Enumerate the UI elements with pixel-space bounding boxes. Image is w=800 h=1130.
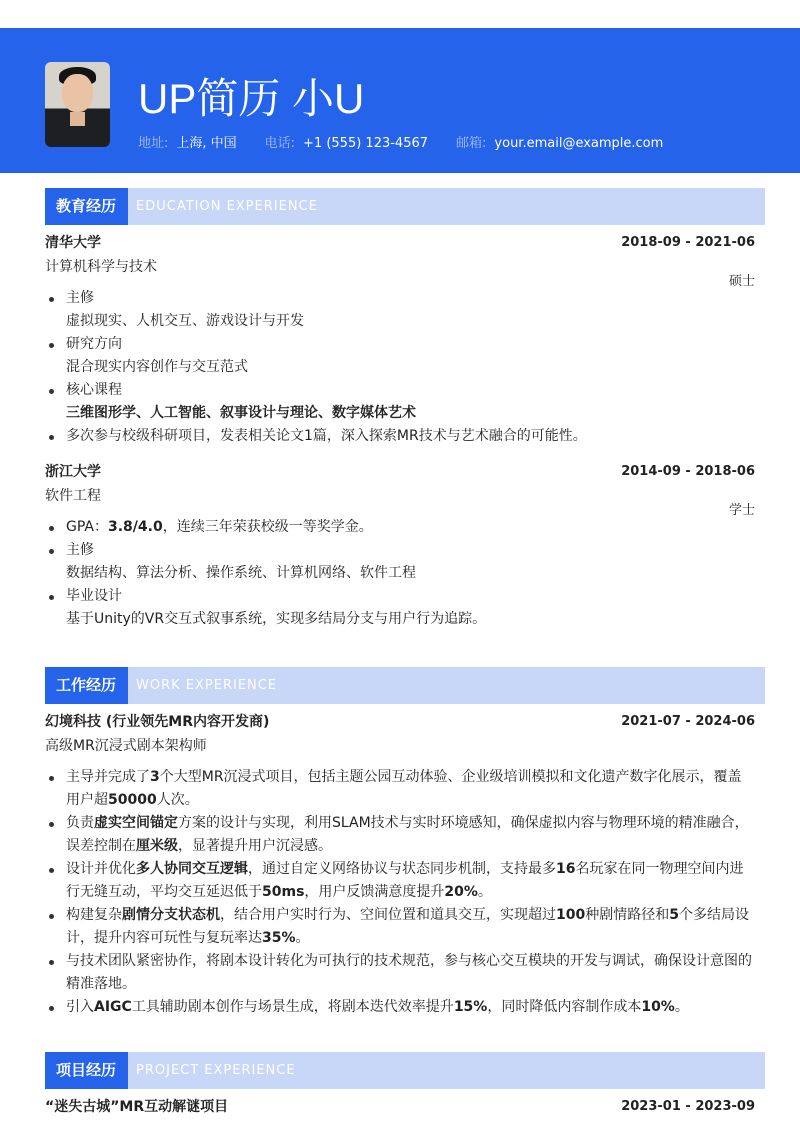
bullet-text: 研究方向 (66, 336, 122, 352)
bullet-text: 混合现实内容创作与交互范式 (66, 359, 248, 375)
highlight-text: 3 (150, 769, 160, 785)
entry-subtitle: 软件工程 (45, 488, 101, 504)
bullet-text: 引入 (66, 999, 94, 1015)
bullet-item (45, 333, 755, 379)
bullet-item (45, 379, 755, 425)
bullet-text: 名玩家在同一物理空间内进行无缝互动，平均交互延迟低于 (66, 861, 744, 900)
bullet-text: 主导并完成了 (66, 769, 150, 785)
bullet-line (66, 402, 755, 425)
highlight-text: 厘米级 (136, 838, 178, 854)
entry-date: 2018-09 - 2021-06 (621, 235, 755, 250)
bullet-item (45, 812, 755, 858)
highlight-text: 20% (444, 884, 478, 900)
highlight-text: 3.8/4.0 (107, 519, 163, 535)
education-entry (45, 231, 755, 448)
bullet-text: 虚拟现实、人机交互、游戏设计与开发 (66, 313, 304, 329)
address-label: 地址: (138, 136, 169, 151)
section-subtitle: PROJECT EXPERIENCE (136, 1063, 296, 1078)
section-work (45, 667, 765, 704)
project-entry (45, 1095, 755, 1119)
address-value: 上海, 中国 (176, 136, 237, 151)
bullet-line (66, 425, 755, 448)
bullet-text: 设计并优化 (66, 861, 136, 877)
bullet-line (66, 585, 755, 608)
entry-subtitle: 高级MR沉浸式剧本架构师 (45, 738, 207, 754)
entry-title: 幻境科技 (行业领先MR内容开发商) (45, 714, 270, 730)
bullet-item (45, 858, 755, 904)
section-title: 教育经历 (45, 188, 128, 225)
bullet-line (66, 562, 755, 585)
entry-header (45, 710, 755, 734)
bullet-line (66, 812, 755, 858)
bullet-text: 。 (295, 930, 310, 946)
bullet-line (66, 904, 755, 950)
entry-title: 清华大学 (45, 235, 101, 251)
bullet-list (45, 287, 755, 448)
bullet-text: 。 (477, 884, 492, 900)
section-subtitle: EDUCATION EXPERIENCE (136, 199, 318, 214)
entry-subheader (45, 255, 755, 289)
bullet-text: 构建复杂 (66, 907, 122, 923)
resume-header (0, 28, 800, 173)
bullet-text: ，显著提升用户沉浸感。 (178, 838, 332, 854)
bullet-item (45, 950, 755, 996)
bullet-text: GPA： (66, 519, 108, 535)
highlight-text: 15% (453, 999, 488, 1015)
entry-title: 浙江大学 (45, 464, 101, 480)
highlight-text: 50ms (262, 884, 305, 900)
entry-header (45, 231, 755, 255)
bullet-item (45, 996, 755, 1019)
candidate-name: UP简历 小U (138, 75, 365, 122)
section-education (45, 188, 765, 225)
entry-title: “迷失古城”MR互动解谜项目 (45, 1099, 229, 1115)
profile-photo (45, 62, 110, 147)
bullet-line (66, 608, 755, 631)
highlight-text: 剧情分支状态机 (122, 907, 220, 923)
bullet-line (66, 333, 755, 356)
bullet-item (45, 425, 755, 448)
bullet-item (45, 904, 755, 950)
section-project (45, 1052, 765, 1089)
bullet-text: ，用户反馈满意度提升 (304, 884, 445, 900)
bullet-text: 核心课程 (66, 382, 122, 398)
bullet-text: 个大型MR沉浸式项目，包括主题公园互动体验、企业级培训模拟和文化遗产数字化展示，覆盖用户超 (66, 769, 742, 808)
bullet-line (66, 379, 755, 402)
bullet-item (45, 539, 755, 585)
bullet-text: 与技术团队紧密协作，将剧本设计转化为可执行的技术规范，参与核心交互模块的开发与调试，确保设计意图的精准落地。 (66, 953, 752, 992)
bullet-text: 主修 (66, 542, 94, 558)
bullet-text: 。 (674, 999, 689, 1015)
entry-date: 2021-07 - 2024-06 (621, 714, 755, 729)
bullet-item (45, 766, 755, 812)
bullet-list (45, 516, 755, 631)
bullet-list (45, 766, 755, 1019)
bullet-text: 多次参与校级科研项目，发表相关论文1篇，深入探索MR技术与艺术融合的可能性。 (66, 428, 587, 444)
section-subtitle: WORK EXPERIENCE (136, 678, 278, 693)
highlight-text: 16 (556, 861, 576, 877)
entry-subheader (45, 484, 755, 518)
section-title: 项目经历 (45, 1052, 128, 1089)
entry-subheader (45, 734, 755, 758)
highlight-text: 10% (641, 999, 675, 1015)
bullet-text: ，同时降低内容制作成本 (487, 999, 642, 1015)
bullet-text: 工具辅助剧本创作与场景生成，将剧本迭代效率提升 (131, 999, 454, 1015)
contact-info (138, 132, 663, 151)
highlight-text: 50000 (108, 792, 157, 808)
bullet-line (66, 539, 755, 562)
highlight-text: 三维图形学、人工智能、叙事设计与理论、数字媒体艺术 (66, 405, 416, 421)
bullet-line (66, 516, 755, 539)
highlight-text: 5 (669, 907, 679, 923)
highlight-text: 多人协同交互逻辑 (136, 861, 248, 877)
bullet-text: ，结合用户实时行为、空间位置和道具交互，实现超过 (220, 907, 556, 923)
bullet-line (66, 950, 755, 996)
bullet-text: 主修 (66, 290, 94, 306)
bullet-text: 负责 (66, 815, 94, 831)
bullet-line (66, 287, 755, 310)
entry-degree: 学士 (728, 503, 755, 518)
entry-date: 2014-09 - 2018-06 (621, 464, 755, 479)
bullet-text: ，连续三年荣获校级一等奖学金。 (162, 519, 373, 535)
bullet-text: 人次。 (156, 792, 199, 808)
entry-header (45, 1095, 755, 1119)
entry-subtitle: 计算机科学与技术 (45, 259, 157, 275)
bullet-text: 种剧情路径和 (585, 907, 670, 923)
bullet-item (45, 287, 755, 333)
work-entry (45, 710, 755, 1019)
bullet-item (45, 516, 755, 539)
entry-date: 2023-01 - 2023-09 (621, 1099, 755, 1114)
education-entry (45, 460, 755, 631)
entry-degree: 硕士 (728, 274, 755, 289)
section-title: 工作经历 (45, 667, 128, 704)
bullet-text: 方案的设计与实现，利用SLAM技术与实时环境感知，确保虚拟内容与物理环境的精准融合，误差控制在 (66, 815, 749, 854)
bullet-line (66, 766, 755, 812)
bullet-text: 毕业设计 (66, 588, 122, 604)
highlight-text: 100 (556, 907, 586, 923)
phone-value: +1 (555) 123-4567 (303, 136, 429, 151)
bullet-text: 数据结构、算法分析、操作系统、计算机网络、软件工程 (66, 565, 416, 581)
highlight-text: AIGC (94, 999, 132, 1015)
bullet-item (45, 585, 755, 631)
bullet-line (66, 858, 755, 904)
bullet-line (66, 996, 755, 1019)
bullet-line (66, 356, 755, 379)
bullet-line (66, 310, 755, 333)
email-label: 邮箱: (456, 136, 487, 151)
bullet-text: ，通过自定义网络协议与状态同步机制，支持最多 (248, 861, 556, 877)
bullet-text: 基于Unity的VR交互式叙事系统，实现多结局分支与用户行为追踪。 (66, 611, 487, 627)
highlight-text: 虚实空间锚定 (94, 815, 178, 831)
highlight-text: 35% (262, 930, 296, 946)
bullet-text: 个多结局设计，提升内容可玩性与复玩率达 (66, 907, 749, 946)
phone-label: 电话: (264, 136, 296, 151)
entry-header (45, 460, 755, 484)
email-value[interactable]: your.email@example.com (494, 136, 664, 151)
